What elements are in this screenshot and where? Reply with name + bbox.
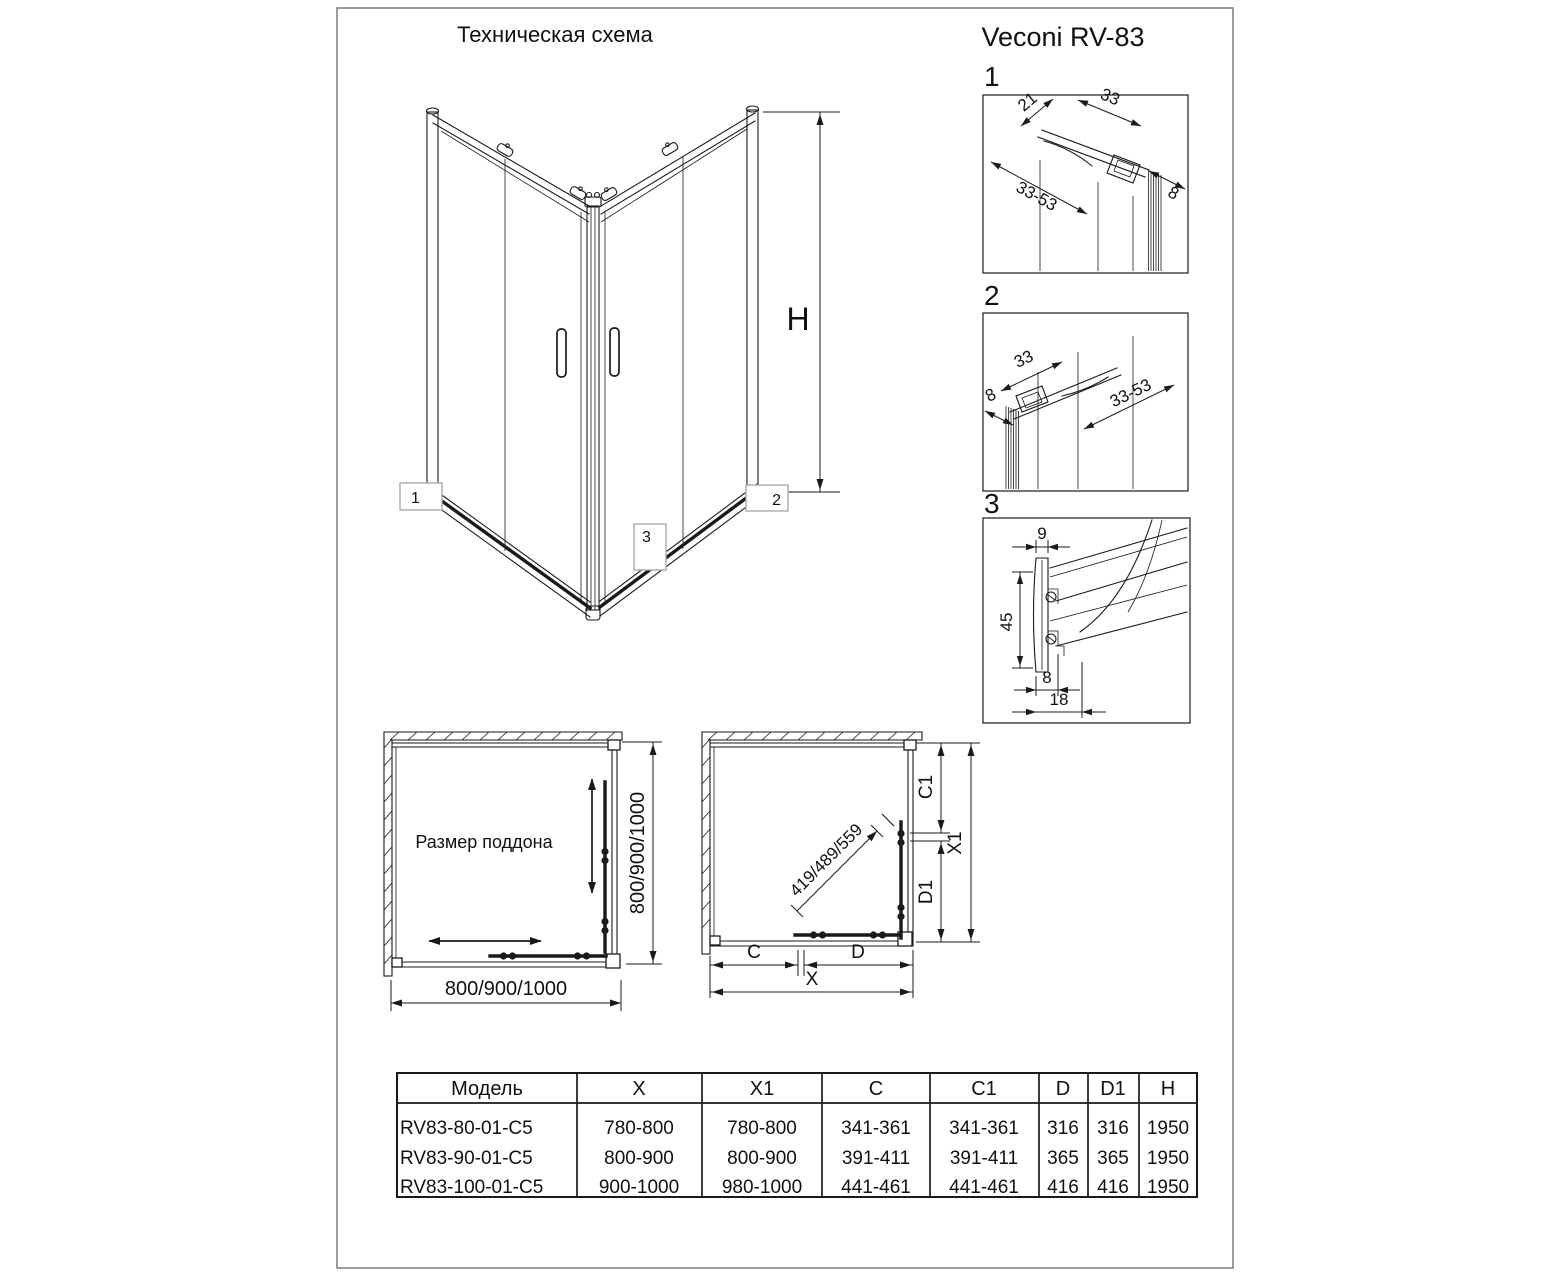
table-header-row bbox=[451, 1078, 1175, 1100]
door-handle-right bbox=[610, 328, 619, 376]
detail-1-dim-8: 8 bbox=[1164, 182, 1183, 204]
c-dim-label: C bbox=[747, 942, 761, 963]
spec-table bbox=[397, 1073, 1197, 1198]
detail-1-number: 1 bbox=[984, 61, 1000, 92]
cell-c: 441-461 bbox=[841, 1177, 911, 1198]
dim-33-53 bbox=[989, 159, 1088, 217]
cell-c1: 441-461 bbox=[949, 1177, 1019, 1198]
roller-icon bbox=[496, 140, 515, 157]
detail-2-dim-8: 8 bbox=[982, 384, 1000, 406]
detail-1-dim-33-53: 33-53 bbox=[1012, 177, 1061, 215]
col-header-c: C bbox=[868, 1078, 884, 1100]
col-header-d: D bbox=[1055, 1078, 1071, 1100]
dim-8 bbox=[982, 384, 1014, 427]
dim-diagonal bbox=[786, 814, 894, 917]
cell-x: 800-900 bbox=[604, 1148, 674, 1169]
callout-3-label: 3 bbox=[642, 529, 651, 546]
cell-c1: 341-361 bbox=[949, 1118, 1019, 1139]
dim-c1 bbox=[916, 743, 945, 833]
cell-x1: 980-1000 bbox=[721, 1177, 803, 1198]
table-row bbox=[400, 1118, 1189, 1139]
x1-dim-label: X1 bbox=[945, 831, 966, 855]
cell-d1: 365 bbox=[1097, 1148, 1129, 1169]
col-header-d1: D1 bbox=[1100, 1078, 1126, 1100]
cell-h: 1950 bbox=[1146, 1177, 1190, 1198]
page-title: Техническая схема bbox=[457, 22, 653, 47]
dim-h bbox=[763, 112, 840, 492]
detail-1-dim-21: 21 bbox=[1014, 88, 1041, 116]
cell-model: RV83-100-01-C5 bbox=[400, 1177, 544, 1198]
detail-view-2 bbox=[982, 280, 1188, 491]
wall-hatch bbox=[702, 732, 915, 928]
callout-box-1 bbox=[400, 483, 442, 510]
detail-2-number: 2 bbox=[984, 280, 1000, 311]
dim-8 bbox=[1014, 654, 1080, 696]
callout-1-label: 1 bbox=[411, 490, 420, 507]
cell-model: RV83-90-01-C5 bbox=[400, 1148, 533, 1169]
tray-depth-dim: 800/900/1000 bbox=[627, 791, 649, 915]
dim-45 bbox=[997, 572, 1033, 668]
slide-arrow-vertical bbox=[588, 778, 596, 894]
tray-width-dim: 800/900/1000 bbox=[444, 978, 568, 1000]
cell-d: 316 bbox=[1047, 1118, 1079, 1139]
cell-x1: 780-800 bbox=[727, 1118, 797, 1139]
cell-c: 391-411 bbox=[841, 1148, 911, 1169]
dim-33 bbox=[1000, 346, 1064, 394]
detail-3-dim-18: 18 bbox=[1049, 690, 1069, 709]
dim-9 bbox=[1012, 524, 1070, 553]
detail-3-dim-8: 8 bbox=[1042, 668, 1052, 687]
table-row bbox=[400, 1177, 1189, 1198]
table-row bbox=[400, 1148, 1189, 1169]
x-dim-label: X bbox=[805, 969, 819, 990]
detail-1-dim-33: 33 bbox=[1097, 84, 1123, 110]
cell-h: 1950 bbox=[1146, 1118, 1190, 1139]
cell-c1: 391-411 bbox=[949, 1148, 1019, 1169]
cell-x: 780-800 bbox=[604, 1118, 674, 1139]
door-handle-left bbox=[557, 329, 566, 377]
dim-33 bbox=[1077, 84, 1142, 128]
c1-dim-label: C1 bbox=[916, 774, 937, 800]
cell-model: RV83-80-01-C5 bbox=[400, 1118, 533, 1139]
cell-x1: 800-900 bbox=[727, 1148, 797, 1169]
detail-2-dim-33-53: 33-53 bbox=[1106, 374, 1155, 412]
detail-view-1 bbox=[983, 61, 1188, 273]
dim-x1 bbox=[945, 743, 975, 942]
cell-h: 1950 bbox=[1146, 1148, 1190, 1169]
d1-dim-label: D1 bbox=[916, 879, 937, 905]
cell-d: 416 bbox=[1047, 1177, 1079, 1198]
detail-3-dim-45: 45 bbox=[997, 612, 1016, 632]
callout-2-label: 2 bbox=[772, 492, 781, 509]
detail-3-dim-9: 9 bbox=[1037, 524, 1047, 543]
detail-3-number: 3 bbox=[984, 488, 1000, 519]
cell-d1: 416 bbox=[1097, 1177, 1129, 1198]
plan-view-tray bbox=[384, 732, 662, 1011]
col-header-x: X bbox=[632, 1078, 646, 1100]
callout-box-2 bbox=[746, 485, 788, 511]
col-header-model: Модель bbox=[451, 1078, 523, 1100]
tray-size-caption: Размер поддона bbox=[415, 832, 553, 852]
col-header-c1: C1 bbox=[971, 1078, 997, 1100]
col-header-h: H bbox=[1160, 1078, 1176, 1100]
glass-hatch-band bbox=[1149, 170, 1162, 271]
cell-d: 365 bbox=[1047, 1148, 1079, 1169]
dim-d1 bbox=[916, 841, 945, 942]
roller-icon bbox=[660, 139, 679, 156]
cell-c: 341-361 bbox=[841, 1118, 911, 1139]
brand-title: Veconi RV-83 bbox=[981, 22, 1145, 52]
height-dim-label: H bbox=[786, 301, 810, 337]
col-header-x1: X1 bbox=[749, 1078, 775, 1100]
dim-depth bbox=[622, 742, 662, 964]
diagonal-dim-label: 419/489/559 bbox=[785, 819, 867, 901]
dim-x bbox=[710, 969, 913, 996]
cell-x: 900-1000 bbox=[598, 1177, 680, 1198]
detail-view-3 bbox=[983, 488, 1190, 723]
slide-arrow-horizontal bbox=[428, 937, 542, 945]
dim-width bbox=[391, 978, 621, 1011]
main-iso-view bbox=[400, 106, 840, 620]
d-dim-label: D bbox=[851, 942, 865, 963]
cell-d1: 316 bbox=[1097, 1118, 1129, 1139]
detail-2-dim-33: 33 bbox=[1011, 346, 1037, 372]
plan-view-dimensions bbox=[702, 732, 980, 998]
